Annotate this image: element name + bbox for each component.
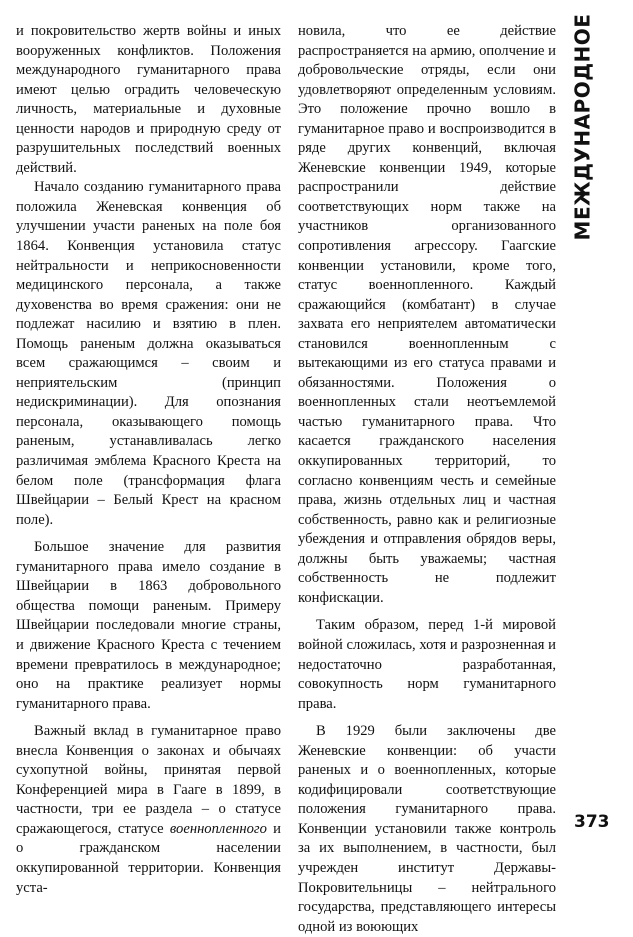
page-number: 373 (574, 812, 610, 832)
section-side-title (562, 13, 602, 241)
left-paragraph-2: Начало созданию гуманитарного права положила Женевская конвенция об улучшении участи раненых на поле боя 1864. Конвенция установила статус нейтральности и неприкосновенности медицинского персонала, а также духовенства во время сражения: они не подлежат насилию и взятию в плен. Помощь раненым должна оказываться всем сражающимся – своим и неприятельским (принцип недискриминации). Для опознания персонала, оказывающего помощь раненым, устанавливалась легко различимая эмблема Красного Креста на белом поле (трансформация флага Швейцарии – Белый Крест на красном поле). (16, 179, 281, 528)
right-column (298, 22, 556, 937)
left-paragraph-4 (16, 722, 281, 898)
left-column (16, 22, 281, 898)
section-side-title-text: МЕЖДУНАРОДНОЕ (570, 13, 594, 241)
right-paragraph-1: новила, что ее действие распространяется на армию, ополчение и добровольческие отряды, если они удовлетворяют определенным условиям. Это положение прочно вошло в гуманитарное право и воспроизводится в ряде других конвенций, включая Женевские конвенции 1949, которые распространили действие соответствующих норм также на участников организованного сопротивления агрессору. Гаагские конвенции установили, кроме того, статус военнопленного. Каждый сражающийся (комбатант) в случае захвата его неприятелем автоматически становился военнопленным с вытекающими из его статуса правами и обязанностями. Положения о военнопленных стали неотъемлемой частью гуманитарного права. Что касается гражданского населения оккупированных территорий, то согласно конвенциям честь и семейные права, жизнь отдельных лиц и частная собственность, равно как и религиозные убеждения и отправления обрядов веры, должны быть уважаемы; частная собственность не подлежит конфискации. (298, 23, 556, 606)
left-paragraph-1: и покровительство жертв войны и иных вооруженных конфликтов. Положения международного гуманитарного права имеют целью оградить человеческую личность, материальные и духовные ценности народов и природную среду от разрушительных последствий военных действий. (16, 23, 281, 176)
left-paragraph-4-italic-term: военнопленного (169, 820, 267, 837)
right-paragraph-3: В 1929 были заключены две Женевские конвенции: об участи раненых и о военнопленных, которые кодифицировали соответствующие положения гуманитарного права. Конвенции установили также контроль за их выполнением, в частности, был учрежден институт Державы-Покровительницы – нейтрального государства, представляющего интересы одной из воюющих (298, 723, 556, 935)
left-paragraph-4-start: Важный вклад в гуманитарное право внесла Конвенция о законах и обычаях сухопутной войны, принятая первой Конференцией мира в Гааге в 1899, в частности, три ее раздела – о статусе сражающегося, статусе (16, 723, 281, 837)
right-paragraph-2: Таким образом, перед 1-й мировой войной сложилась, хотя и разрозненная и недостаточно разработанная, совокупность норм гуманитарного права. (298, 617, 556, 712)
left-paragraph-3: Большое значение для развития гуманитарного права имело создание в Швейцарии в 1863 добровольного общества помощи раненым. Примеру Швейцарии последовали многие страны, и движение Красного Креста с течением времени превратилось в международное; оно на практике реализует нормы гуманитарного права. (16, 539, 281, 712)
left-paragraph-4-end: и о гражданском населении оккупированной территории. Конвенция уста- (16, 820, 281, 896)
